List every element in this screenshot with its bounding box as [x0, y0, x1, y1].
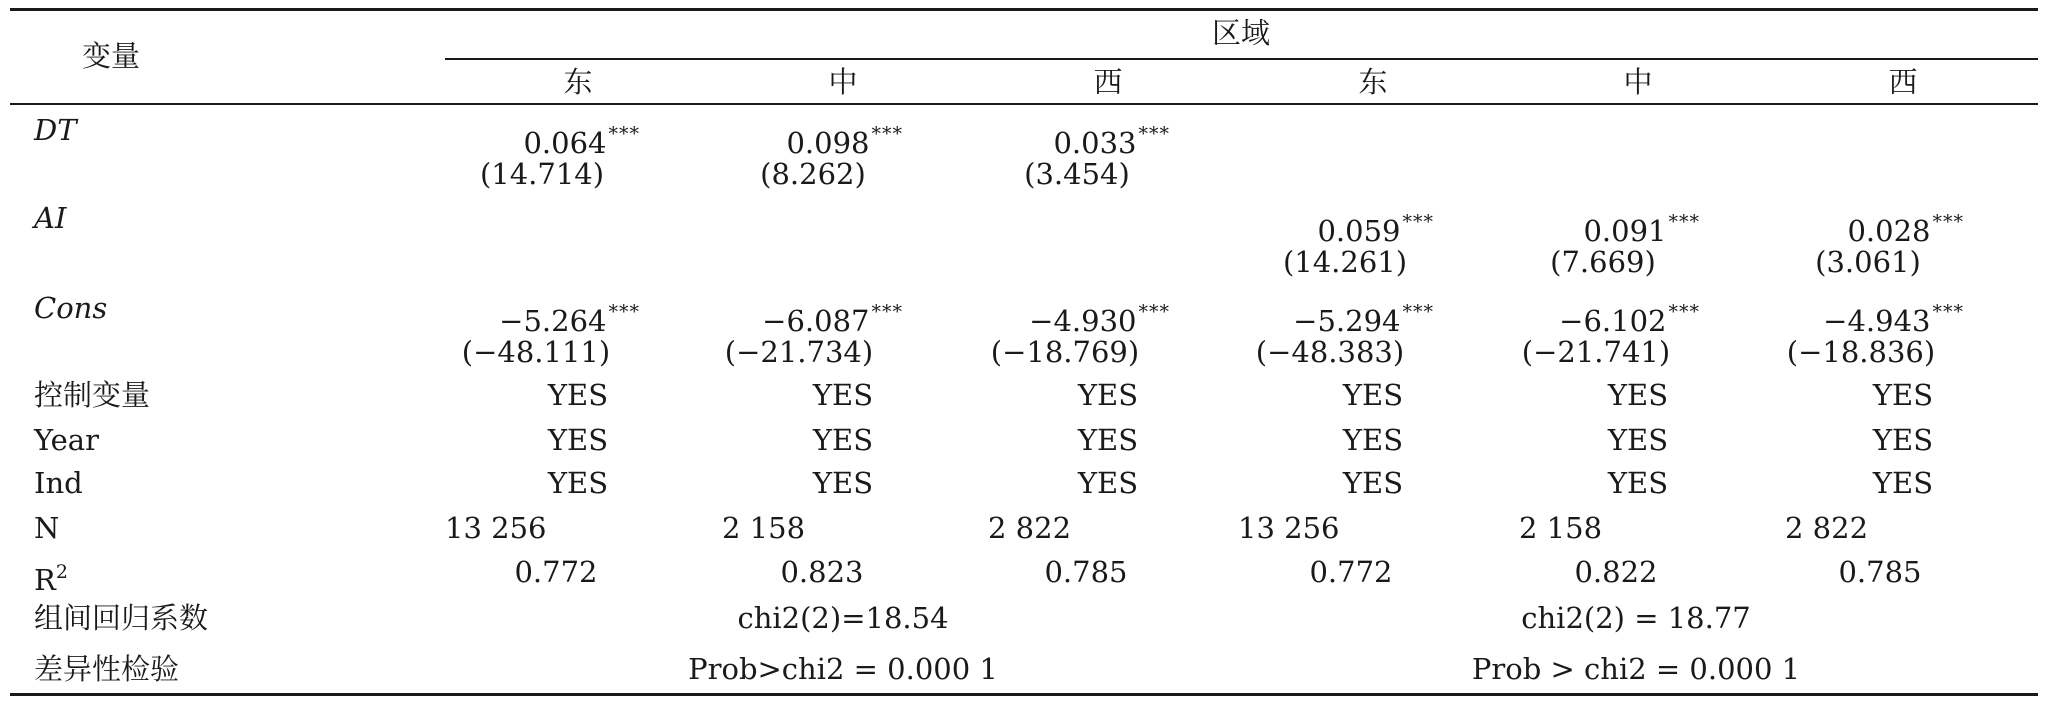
r2-value: 0.823	[780, 555, 864, 589]
r2-value: 0.785	[1044, 555, 1128, 589]
ai-coef-middle: 0.091 ***	[1583, 211, 1700, 248]
row-label-cons: Cons	[34, 291, 108, 325]
cons-tstat-east-1: (−48.111)	[461, 335, 611, 369]
significance-stars: ***	[1932, 301, 1964, 323]
diff-test-prob-1: Prob>chi2 = 0.000 1	[688, 652, 998, 686]
n-value: 13 256	[445, 511, 547, 545]
cons-coef-middle-1: −6.087 ***	[762, 301, 903, 338]
region-group-header: 区域	[1211, 16, 1271, 50]
cons-coef-middle-2: −6.102 ***	[1559, 301, 1700, 338]
cons-coef-east-2: −5.294 ***	[1293, 301, 1434, 338]
significance-stars: ***	[1402, 301, 1434, 323]
r2-value: 0.822	[1574, 555, 1658, 589]
significance-stars: ***	[871, 301, 903, 323]
column-header-west-2: 西	[1888, 65, 1918, 99]
ai-tstat-east: (14.261)	[1282, 245, 1408, 279]
dt-coef-middle: 0.098 ***	[786, 123, 903, 160]
ind-value: YES	[1077, 466, 1139, 500]
row-label-n: N	[34, 511, 60, 545]
cons-coef-west-1: −4.930 ***	[1029, 301, 1170, 338]
ind-value: YES	[812, 466, 874, 500]
r2-value: 0.772	[1309, 555, 1393, 589]
significance-stars: ***	[608, 301, 640, 323]
dt-tstat-west: (3.454)	[1024, 157, 1130, 191]
r2-value: 0.785	[1838, 555, 1922, 589]
diff-test-prob-2: Prob > chi2 = 0.000 1	[1471, 652, 1801, 686]
column-header-west-1: 西	[1093, 65, 1123, 99]
cons-coef-east-1: −5.264 ***	[499, 301, 640, 338]
cons-tstat-west-2: (−18.836)	[1786, 335, 1936, 369]
row-label-year: Year	[34, 423, 99, 457]
significance-stars: ***	[871, 123, 903, 145]
group-rule	[445, 58, 2038, 60]
controls-value: YES	[1342, 378, 1404, 412]
group-coef-test-1: chi2(2)=18.54	[737, 601, 949, 635]
ind-value: YES	[1607, 466, 1669, 500]
n-value: 2 822	[1785, 511, 1869, 545]
top-rule	[10, 8, 2038, 11]
n-value: 2 158	[722, 511, 806, 545]
year-value: YES	[1607, 423, 1669, 457]
controls-value: YES	[547, 378, 609, 412]
cons-tstat-west-1: (−18.769)	[990, 335, 1140, 369]
group-coef-test-2: chi2(2) = 18.77	[1521, 601, 1751, 635]
ind-value: YES	[1872, 466, 1934, 500]
row-label-group-coef: 组间回归系数	[34, 601, 209, 635]
controls-value: YES	[812, 378, 874, 412]
column-header-east-2: 东	[1358, 65, 1388, 99]
ind-value: YES	[1342, 466, 1404, 500]
significance-stars: ***	[608, 123, 640, 145]
r2-value: 0.772	[514, 555, 598, 589]
bottom-rule	[10, 693, 2038, 696]
significance-stars: ***	[1138, 123, 1170, 145]
significance-stars: ***	[1668, 211, 1700, 233]
ai-coef-west: 0.028 ***	[1847, 211, 1964, 248]
column-header-east-1: 东	[563, 65, 593, 99]
controls-value: YES	[1872, 378, 1934, 412]
ai-tstat-west: (3.061)	[1815, 245, 1921, 279]
dt-tstat-east: (14.714)	[479, 157, 605, 191]
controls-value: YES	[1607, 378, 1669, 412]
ai-coef-east: 0.059 ***	[1317, 211, 1434, 248]
column-header-middle-2: 中	[1623, 65, 1653, 99]
row-label-ai: AI	[34, 201, 67, 235]
n-value: 2 822	[988, 511, 1072, 545]
row-label-dt: DT	[34, 113, 77, 147]
controls-value: YES	[1077, 378, 1139, 412]
superscript-2: 2	[55, 561, 68, 583]
year-value: YES	[1872, 423, 1934, 457]
row-label-diff-test: 差异性检验	[34, 652, 180, 686]
dt-coef-west: 0.033 ***	[1053, 123, 1170, 160]
n-value: 2 158	[1519, 511, 1603, 545]
cons-tstat-middle-2: (−21.741)	[1521, 335, 1671, 369]
significance-stars: ***	[1138, 301, 1170, 323]
cons-tstat-east-2: (−48.383)	[1255, 335, 1405, 369]
year-value: YES	[1077, 423, 1139, 457]
ind-value: YES	[547, 466, 609, 500]
year-value: YES	[547, 423, 609, 457]
significance-stars: ***	[1668, 301, 1700, 323]
significance-stars: ***	[1932, 211, 1964, 233]
header-rule	[10, 103, 2038, 105]
cons-tstat-middle-1: (−21.734)	[724, 335, 874, 369]
ai-tstat-middle: (7.669)	[1550, 245, 1656, 279]
row-label-controls: 控制变量	[34, 378, 151, 412]
dt-tstat-middle: (8.262)	[760, 157, 866, 191]
year-value: YES	[812, 423, 874, 457]
column-header-middle-1: 中	[828, 65, 858, 99]
cons-coef-west-2: −4.943 ***	[1823, 301, 1964, 338]
dt-coef-east: 0.064 ***	[523, 123, 640, 160]
variable-header: 变量	[82, 39, 141, 73]
significance-stars: ***	[1402, 211, 1434, 233]
year-value: YES	[1342, 423, 1404, 457]
n-value: 13 256	[1238, 511, 1340, 545]
row-label-ind: Ind	[34, 466, 83, 500]
row-label-r2: $R^2$	[34, 561, 68, 597]
